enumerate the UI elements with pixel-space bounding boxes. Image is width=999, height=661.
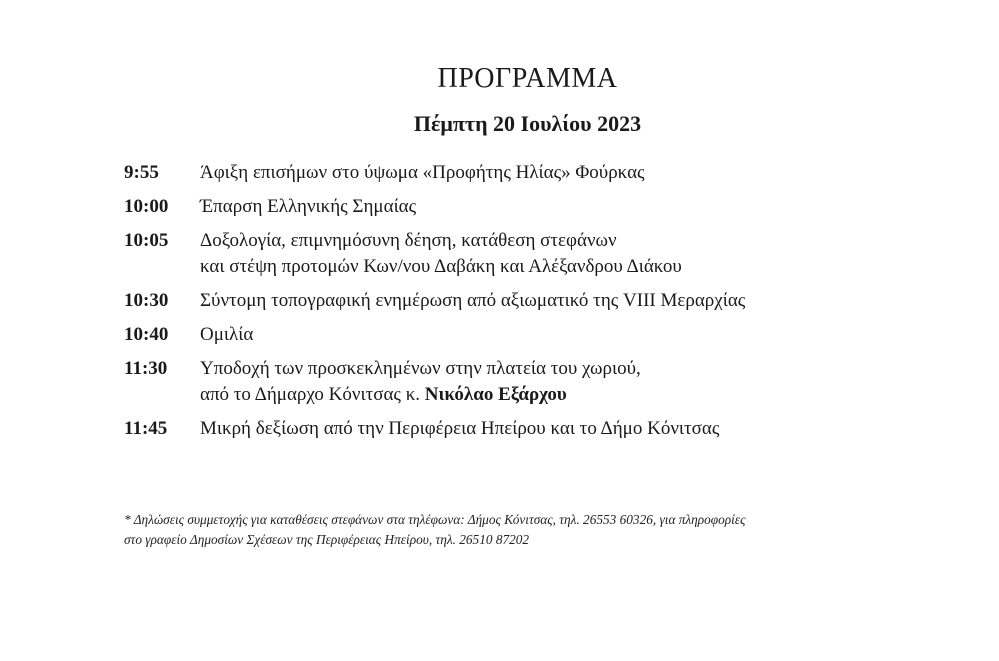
schedule-row [124,322,884,348]
schedule-description-line [200,382,884,408]
schedule-time: 11:45 [124,418,168,439]
schedule-time: 10:40 [124,324,169,345]
schedule-description-line: Άφιξη επισήμων στο ύψωμα «Προφήτης Ηλίας» Φούρκας [200,162,645,183]
schedule-description [200,194,884,220]
schedule-description-line: Μικρή δεξίωση από την Περιφέρεια Ηπείρου και το Δήμο Κόνιτσας [200,418,720,439]
schedule-description-line: Έπαρση Ελληνικής Σημαίας [200,196,417,217]
event-date: Πέμπτη 20 Ιουλίου 2023 [413,111,642,136]
schedule-description-line: Ομιλία [200,324,254,345]
footnote-line: στο γραφείο Δημοσίων Σχέσεων της Περιφέρειας Ηπείρου, τηλ. 26510 87202 [124,532,530,547]
schedule-row [124,194,884,220]
schedule-description-line: Δοξολογία, επιμνημόσυνη δέηση, κατάθεση στεφάνων [200,230,617,251]
schedule-time: 10:00 [124,196,169,217]
schedule-time: 10:30 [124,290,169,311]
schedule-description [200,416,884,442]
mayor-prefix: από το Δήμαρχο Κόνιτσας κ. [200,384,425,405]
schedule-description [200,160,884,186]
schedule-description-line: και στέψη προτομών Κων/νου Δαβάκη και Αλέξανδρου Διάκου [200,256,682,277]
schedule-time: 10:05 [124,230,169,251]
page-title: ΠΡΟΓΡΑΜΜΑ [437,63,618,94]
schedule-description [200,288,884,314]
schedule-description [200,228,884,280]
schedule-row [124,160,884,186]
schedule-row [124,228,884,280]
schedule-row [124,416,884,442]
schedule-description-line: Σύντομη τοπογραφική ενημέρωση από αξιωματικό της VIII Μεραρχίας [200,290,746,311]
mayor-name: Νικόλαο Εξάρχου [424,384,567,405]
schedule-time: 11:30 [124,358,168,379]
schedule-description-line: Υποδοχή των προσκεκλημένων στην πλατεία του χωριού, [200,358,641,379]
schedule-list [124,160,884,450]
footnote-line: * Δηλώσεις συμμετοχής για καταθέσεις στεφάνων στα τηλέφωνα: Δήμος Κόνιτσας, τηλ. 26553 60326, για πληροφορίες [124,512,746,527]
schedule-description [200,356,884,408]
schedule-description [200,322,884,348]
schedule-row [124,288,884,314]
footnote [124,510,944,550]
schedule-time: 9:55 [124,162,159,183]
schedule-row [124,356,884,408]
